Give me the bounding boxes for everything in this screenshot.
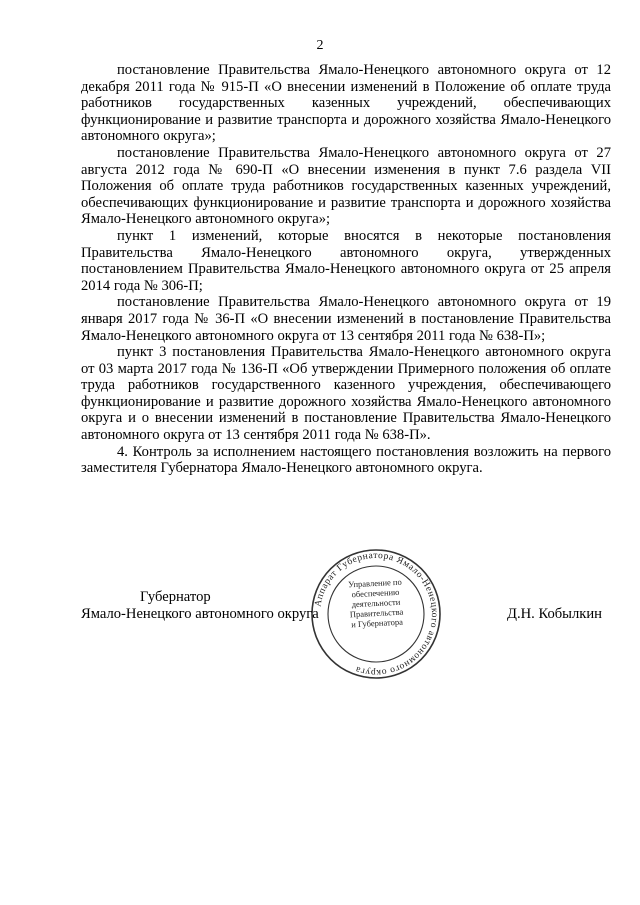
paragraph-1: постановление Правительства Ямало-Ненецкого автономного округа от 12 декабря 2011 года № 915-П «О внесении изменений в Положение об оплате труда работников государственных казенных учреждений, обеспечивающих функционирование и развитие транспорта и дорожного хозяйства Ямало-Ненецкого автономного округа»; [81, 62, 611, 145]
seal-outer-text: Аппарат Губернатора Ямало-Ненецкого автономного округа [313, 550, 440, 678]
paragraph-5: пункт 3 постановления Правительства Ямало-Ненецкого автономного округа от 03 марта 2017 года № 136-П «Об утверждении Примерного положения об оплате труда работников государственного казенного учреждения, обеспечивающего функционирование и развитие дорожного хозяйства Ямало-Ненецкого автономного округа и о внесении изменений в постановление Правительства Ямало-Ненецкого автономного округа от 13 сентября 2011 года № 638-П». [81, 344, 611, 444]
signatory-title: Губернатор [140, 589, 211, 605]
page-number: 2 [316, 38, 324, 53]
signatory-region: Ямало-Ненецкого автономного округа [81, 606, 319, 622]
signatory-name: Д.Н. Кобылкин [507, 606, 602, 622]
paragraph-4: постановление Правительства Ямало-Ненецкого автономного округа от 19 января 2017 года № 36-П «О внесении изменений в постановление Правительства Ямало-Ненецкого автономного округа от 13 сентября 2011 года № 638-П»; [81, 294, 611, 344]
paragraph-3: пункт 1 изменений, которые вносятся в некоторые постановления Правительства Ямало-Ненецкого автономного округа, утвержденных постановлением Правительства Ямало-Ненецкого автономного округа от 25 апреля 2014 года № 306-П; [81, 227, 611, 294]
document-body [81, 62, 611, 477]
paragraph-2: постановление Правительства Ямало-Ненецкого автономного округа от 27 августа 2012 года № 690-П «О внесении изменения в пункт 7.6 раздела VII Положения об оплате труда работников государственных казенных учреждений, обеспечивающих функционирование и развитие транспорта и дорожного хозяйства Ямало-Ненецкого автономного округа»; [81, 144, 611, 228]
seal-inner-text: Управление по обеспечению деятельности Правительства и Губернатора [347, 576, 404, 630]
paragraph-6: 4. Контроль за исполнением настоящего постановления возложить на первого заместителя Губернатора Ямало-Ненецкого автономного округа. [81, 443, 611, 477]
